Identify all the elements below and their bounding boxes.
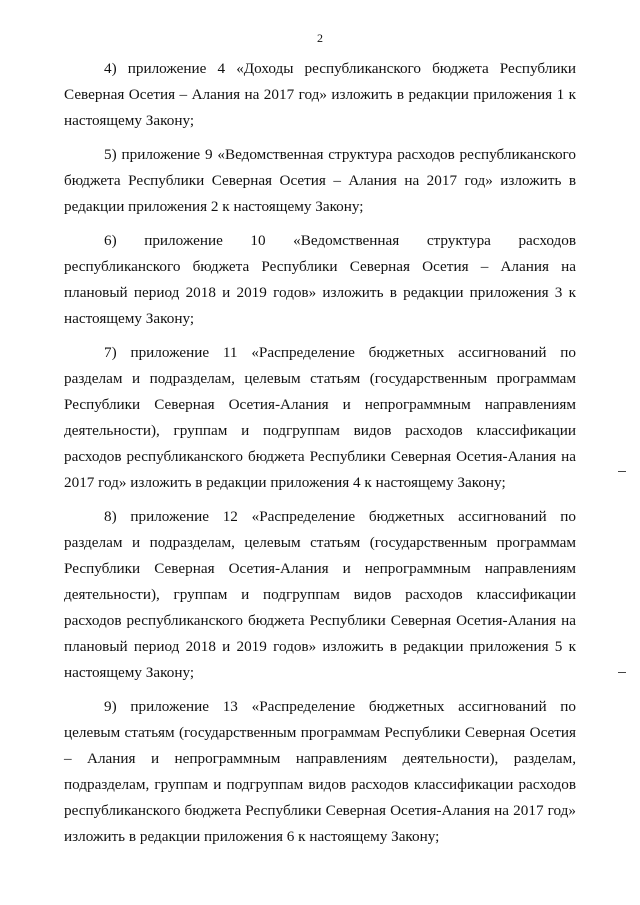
document-body — [64, 56, 576, 858]
paragraph-item-9: 9) приложение 13 «Распределение бюджетных ассигнований по целевым статьям (государственным программам Республики Северная Осетия – Алания и непрограммным направлениям деятельности), разделам, подразделам, группам и подгруппам видов расходов классификации расходов республиканского бюджета Республики Северная Осетия-Алания на 2017 год» изложить в редакции приложения 6 к настоящему Закону; — [64, 698, 576, 845]
margin-scan-mark — [618, 672, 626, 673]
paragraph-item-4: 4) приложение 4 «Доходы республиканского бюджета Республики Северная Осетия – Алания на 2017 год» изложить в редакции приложения 1 к настоящему Закону; — [64, 60, 576, 129]
paragraph-item-6: 6) приложение 10 «Ведомственная структура расходов республиканского бюджета Республики Северная Осетия – Алания на плановый период 2018 и 2019 годов» изложить в редакции приложения 3 к настоящему Закону; — [64, 232, 576, 327]
paragraph-item-5: 5) приложение 9 «Ведомственная структура расходов республиканского бюджета Республики Северная Осетия – Алания на 2017 год» изложить в редакции приложения 2 к настоящему Закону; — [64, 146, 576, 215]
margin-scan-mark — [618, 471, 626, 472]
page-number: 2 — [317, 31, 323, 45]
paragraph-item-7: 7) приложение 11 «Распределение бюджетных ассигнований по разделам и подразделам, целевым статьям (государственным программам Республики Северная Осетия-Алания и непрограммным направлениям деятельности), группам и подгруппам видов расходов классификации расходов республиканского бюджета Республики Северная Осетия-Алания на 2017 год» изложить в редакции приложения 4 к настоящему Закону; — [64, 344, 576, 491]
paragraph-item-8: 8) приложение 12 «Распределение бюджетных ассигнований по разделам и подразделам, целевым статьям (государственным программам Республики Северная Осетия-Алания и непрограммным направлениям деятельности), группам и подгруппам видов расходов классификации расходов республиканского бюджета Республики Северная Осетия-Алания на плановый период 2018 и 2019 годов» изложить в редакции приложения 5 к настоящему Закону; — [64, 508, 576, 681]
